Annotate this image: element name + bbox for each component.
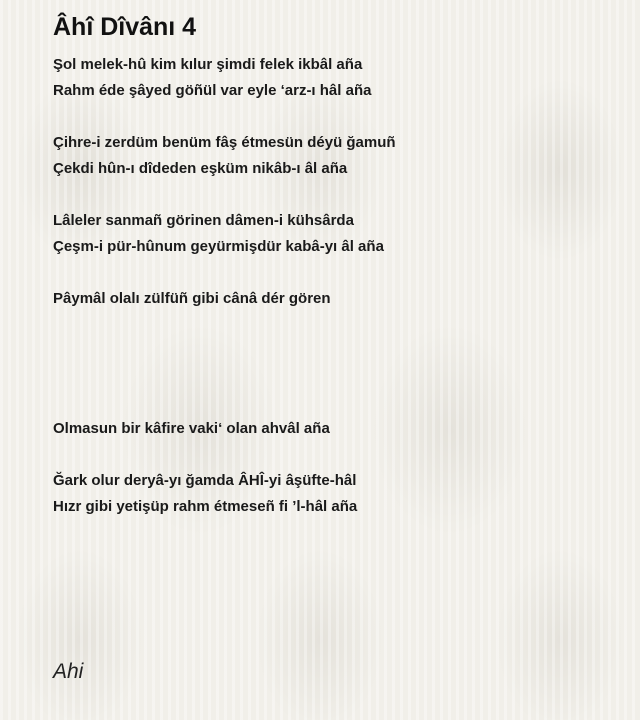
stanza-6 (53, 468, 613, 520)
stanza-4 (53, 286, 613, 312)
verse-line: Rahm éde şâyed göñül var eyle ‘arz-ı hâl aña (53, 82, 372, 99)
stanza-3 (53, 208, 613, 260)
verse-line: Lâleler sanmañ görinen dâmen-i kühsârda (53, 212, 354, 229)
verse-line: Çeşm-i pür-hûnum geyürmişdür kabâ-yı âl aña (53, 238, 384, 255)
verse-line: Hızr gibi yetişüp rahm étmeseñ fi ’l-hâl aña (53, 498, 358, 515)
verse-line: Ğark olur deryâ-yı ğamda ÂHÎ-yi âşüfte-hâl (53, 472, 357, 489)
stanza-5 (53, 416, 613, 442)
stanza-1 (53, 52, 613, 104)
verse-line: Şol melek-hû kim kılur şimdi felek ikbâl aña (53, 56, 363, 73)
verse-line: Olmasun bir kâfire vaki‘ olan ahvâl aña (53, 420, 330, 437)
poem-title: Âhî Dîvânı 4 (53, 13, 197, 41)
stanza-2 (53, 130, 613, 182)
stanza-gap (53, 338, 613, 416)
verse-line: Çekdi hûn-ı dîdeden eşküm nikâb-ı âl aña (53, 160, 348, 177)
poem-author[interactable]: Ahi (53, 660, 84, 683)
verse-line: Pâymâl olalı zülfüñ gibi cânâ dér gören (53, 290, 331, 307)
verse-line: Çihre-i zerdüm benüm fâş étmesün déyü ğamuñ (53, 134, 396, 151)
poem-body (53, 52, 613, 546)
